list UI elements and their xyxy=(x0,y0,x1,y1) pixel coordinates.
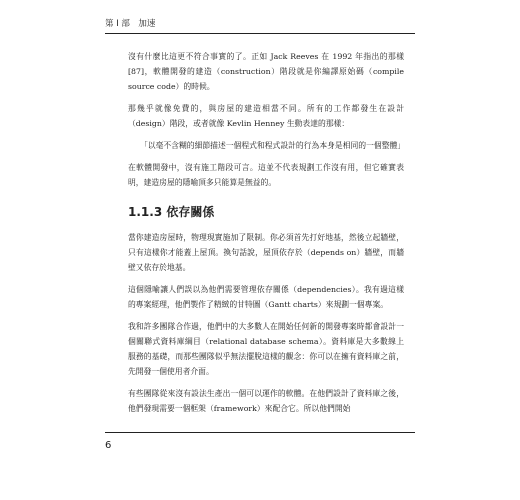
paragraph: 我和許多團隊合作過，他們中的大多數人在開始任何新的開發專案時都會設計一個關聯式資料庫綱目（relational database schema）。資料庫是大多數線上服務的基礎，而那些團隊似乎無法擺脫這樣的觀念：你可以在擁有資料庫之前，先開發一個使用者介面。 xyxy=(128,322,404,376)
footer-divider xyxy=(105,432,415,433)
header-divider xyxy=(105,33,415,34)
page-number: 6 xyxy=(105,440,112,451)
block-quote: 「以毫不含糊的細節描述一個程式和程式設計的行為本身是相同的一個整體」 xyxy=(140,141,406,150)
body-text xyxy=(128,49,404,423)
paragraph: 在軟體開發中，沒有施工階段可言。這並不代表規劃工作沒有用，但它確實表明，建造房屋的隱喻頂多只能算是無益的。 xyxy=(128,163,404,187)
paragraph: 這個隱喻讓人們誤以為他們需要管理依存關係（dependencies）。我有過這樣的專案經理，他們製作了精緻的甘特圖（Gantt charts）來規劃一個專案。 xyxy=(128,285,404,309)
paragraph: 沒有什麼比這更不符合事實的了。正如 Jack Reeves 在 1992 年指出的那樣 [87]，軟體開發的建造（construction）階段就是你編譯原始碼（compile source code）的時候。 xyxy=(128,52,404,91)
running-header: 第 I 部 加速 xyxy=(105,19,156,29)
paragraph: 那幾乎就像免費的，與房屋的建造相當不同。所有的工作都發生在設計（design）階段，或者就像 Kevlin Henney 生動表達的那樣： xyxy=(128,104,404,128)
paragraph: 有些團隊從來沒有設法生產出一個可以運作的軟體。在他們設計了資料庫之後，他們發現需要一個框架（framework）來配合它。所以他們開始 xyxy=(128,389,404,413)
paragraph: 當你建造房屋時，物理現實施加了限制。你必須首先打好地基，然後立起牆壁，只有這樣你才能蓋上屋頂。換句話說，屋頂依存於（depends on）牆壁，而牆壁又依存於地基。 xyxy=(128,233,404,272)
section-heading: 1.1.3 依存關係 xyxy=(128,205,215,219)
